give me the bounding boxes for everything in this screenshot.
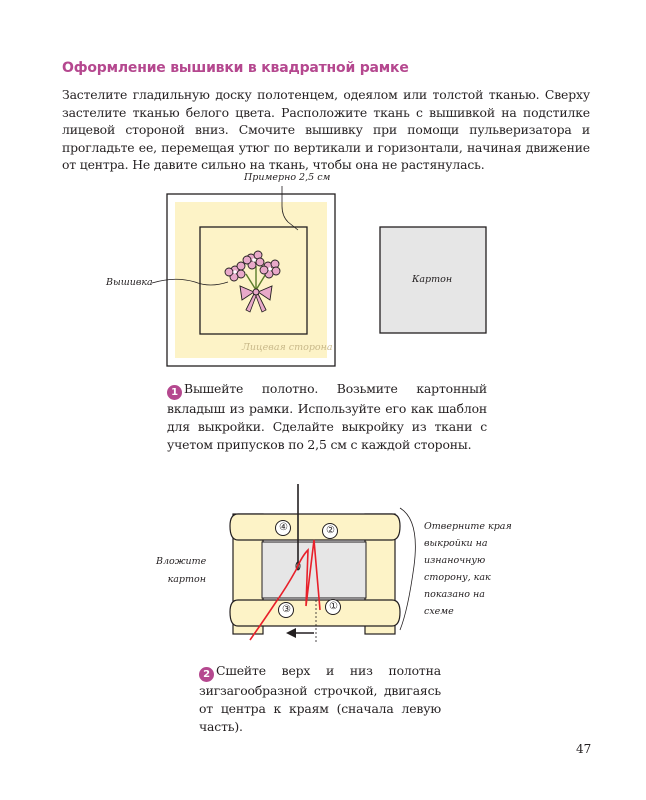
fold-instruction-label: Отверните края выкройки на изнаночную сторону, как показано на схеме <box>424 521 512 617</box>
intro-paragraph: Застелите гладильную доску полотенцем, одеялом или толстой тканью. Сверху застелите тканью белого цвета. Расположите ткань с вышивкой на подстилке лицевой стороной вниз. Смочите вышивку при помощи пульверизатора и прогладьте ее, перемещая утюг по вертикали и горизонтали, начиная движение от центра. Не давите сильно на ткань, чтобы она не растянулась. <box>62 87 590 172</box>
step-1-number-badge: 1 <box>167 385 182 400</box>
page-number: 47 <box>576 742 592 756</box>
mark-3-label: ③ <box>282 604 291 615</box>
inserted-cardboard <box>262 542 366 598</box>
mark-1-label: ① <box>329 601 338 612</box>
fold-bracket-line <box>400 508 415 630</box>
section-heading: Оформление вышивки в квадратной рамке <box>62 60 409 76</box>
mark-2-label: ② <box>326 525 335 536</box>
face-side-label: Лицевая сторона <box>242 342 333 353</box>
mark-4-label: ④ <box>279 522 288 533</box>
step-2-text: Сшейте верх и низ полотна зигзагообразной строчкой, двигаясь от центра к краям (сначала левую часть). <box>199 663 441 734</box>
embroidery-label: Вышивка <box>106 277 153 288</box>
step-2-number-badge: 2 <box>199 667 214 682</box>
step-1-text: Вышейте полотно. Возьмите картонный вкладыш из рамки. Используйте его как шаблон для выкройки. Сделайте выкройку из ткани с учетом припусков по 2,5 см с каждой стороны. <box>167 381 487 452</box>
top-fold-strip <box>230 514 400 540</box>
bottom-fold-strip <box>230 600 400 626</box>
cardboard-label: Картон <box>412 274 453 285</box>
margin-label: Примерно 2,5 см <box>244 172 331 183</box>
insert-cardboard-label: Вложите картон <box>156 556 207 585</box>
direction-arrow-head <box>286 628 296 638</box>
step-2 <box>199 662 441 736</box>
